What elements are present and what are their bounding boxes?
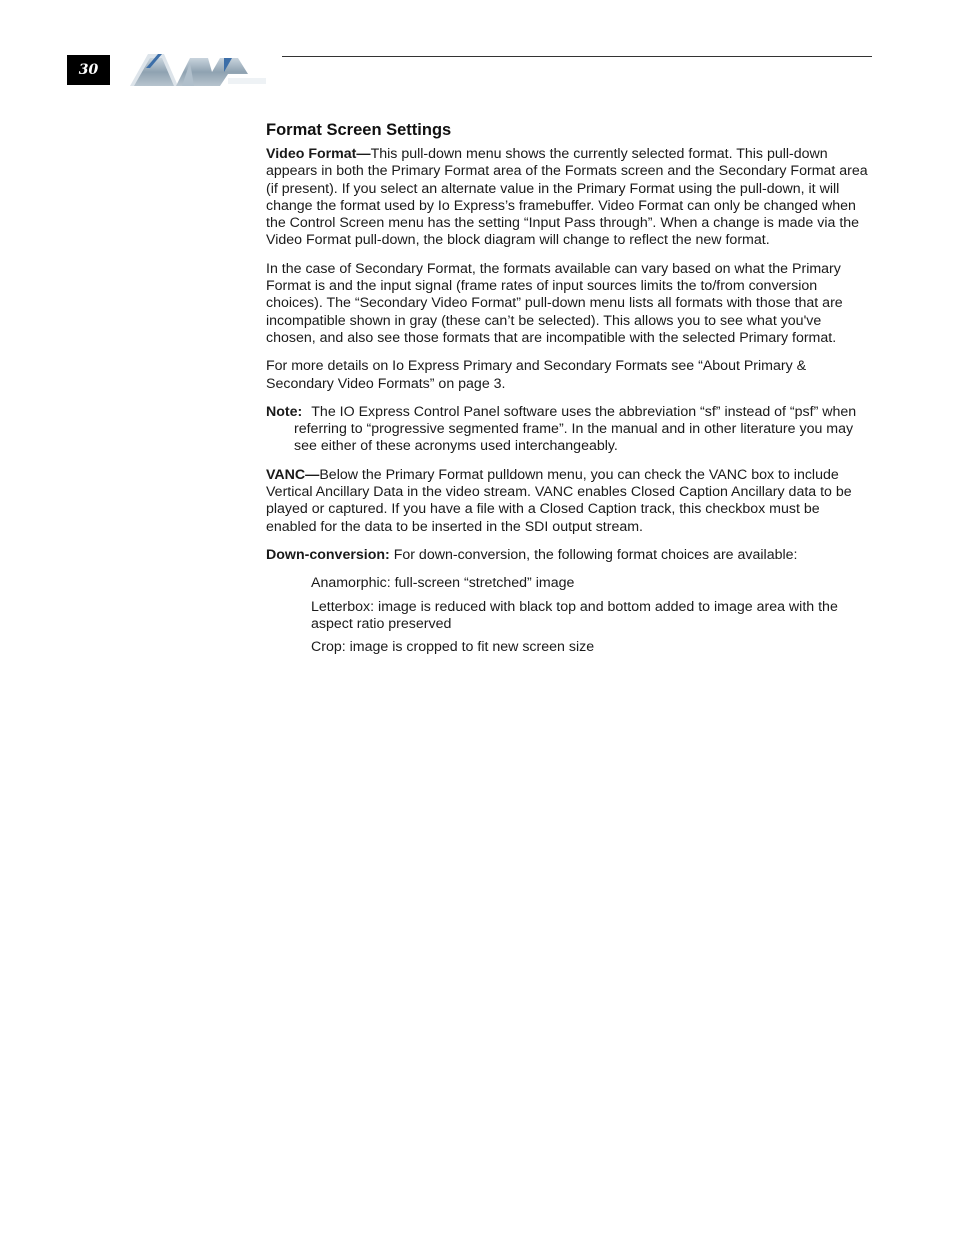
details-paragraph: For more details on Io Express Primary and Secondary Formats see “About Primary & Secondary Video Formats” on page 3. [266, 358, 807, 392]
vanc-paragraph [266, 467, 872, 536]
down-conversion-paragraph [266, 547, 872, 564]
down-conversion-text: For down-conversion, the following format choices are available: [389, 546, 798, 563]
aja-logo [128, 52, 268, 88]
video-format-paragraph [266, 146, 872, 250]
note-paragraph [266, 404, 872, 456]
section-title: Format Screen Settings [266, 121, 452, 139]
list-item-crop: Crop: image is cropped to fit new screen size [311, 639, 595, 656]
header-rule [282, 56, 872, 57]
video-format-label: Video Format— [266, 146, 371, 162]
note-label: Note: [266, 403, 303, 420]
page-number: 30 [67, 55, 110, 85]
video-format-text: This pull-down menu shows the currently selected format. This pull-down appears in both the Primary Format area of the Formats screen and the Secondary Format area (if present). If you select an alternate value in the Primary Format using the pull-down, it will change the format used by Io Express’s framebuffer. Video Format can only be changed when the Control Screen menu has the setting “Input Pass through”. When a change is made via the Video Format pull-down, the block diagram will change to reflect the new format. [266, 146, 868, 249]
vanc-label: VANC— [266, 466, 320, 483]
list-item-anamorphic: Anamorphic: full-screen “stretched” image [311, 575, 575, 592]
main-content [266, 120, 872, 662]
vanc-text: Below the Primary Format pulldown menu, you can check the VANC box to include Vertical Ancillary Data in the video stream. VANC enables Closed Caption Ancillary data to be played or captured. If you have a file with a Closed Caption track, this checkbox must be enabled for the data to be inserted in the SDI output stream. [266, 466, 852, 535]
note-text: The IO Express Control Panel software uses the abbreviation “sf” instead of “psf” when referring to “progressive segmented frame”. In the manual and in other literature you may see either of these acronyms used interchangeably. [294, 403, 857, 455]
down-conversion-label: Down-conversion: [266, 546, 390, 563]
list-item-letterbox: Letterbox: image is reduced with black top and bottom added to image area with the aspect ratio preserved [311, 598, 838, 632]
secondary-format-paragraph: In the case of Secondary Format, the formats available can vary based on what the Primary Format is and the input signal (frame rates of input sources limits the to/from conversion choices). The “Secondary Video Format” pull-down menu lists all formats with those that are incompatible shown in gray (these can’t be selected). This allows you to see what you've chosen, and also see those formats that are incompatible with the selected Primary format. [266, 260, 843, 346]
